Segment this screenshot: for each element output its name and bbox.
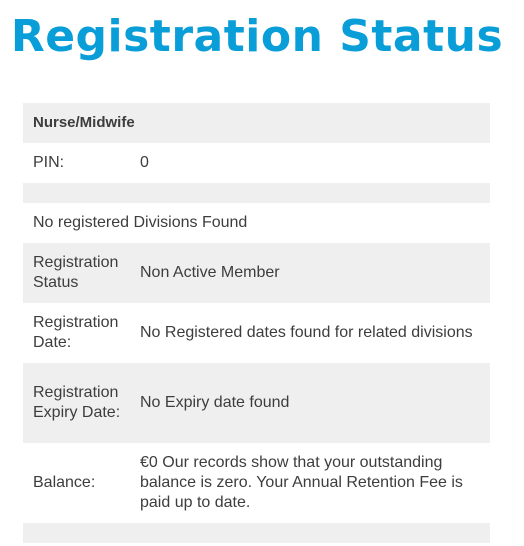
balance-label: Balance: (33, 474, 96, 491)
pin-label: PIN: (33, 154, 65, 171)
registration-status-label: Registration Status (33, 254, 119, 291)
registration-status-value: Non Active Member (140, 264, 280, 281)
expiry-date-value: No Expiry date found (140, 394, 290, 411)
expiry-date-row (23, 363, 490, 443)
spacer-row (23, 183, 490, 203)
section-heading: Nurse/Midwife (33, 114, 135, 131)
footer-spacer-row (23, 523, 490, 543)
pin-value: 0 (140, 154, 149, 171)
balance-value: €0 Our records show that your outstanding balance is zero. Your Annual Retention Fee is paid up to date. (140, 454, 463, 511)
registration-date-row (23, 303, 490, 363)
balance-row (23, 443, 490, 523)
divisions-row (23, 203, 490, 243)
registration-date-value: No Registered dates found for related divisions (140, 324, 473, 341)
page-title: Registration Status (10, 11, 504, 62)
registration-status-row (23, 243, 490, 303)
expiry-date-label: Registration Expiry Date: (33, 384, 121, 421)
divisions-message: No registered Divisions Found (33, 214, 248, 231)
registration-status-table (23, 103, 490, 543)
pin-row (23, 143, 490, 183)
registration-date-label: Registration Date: (33, 314, 119, 351)
section-header (23, 103, 490, 143)
